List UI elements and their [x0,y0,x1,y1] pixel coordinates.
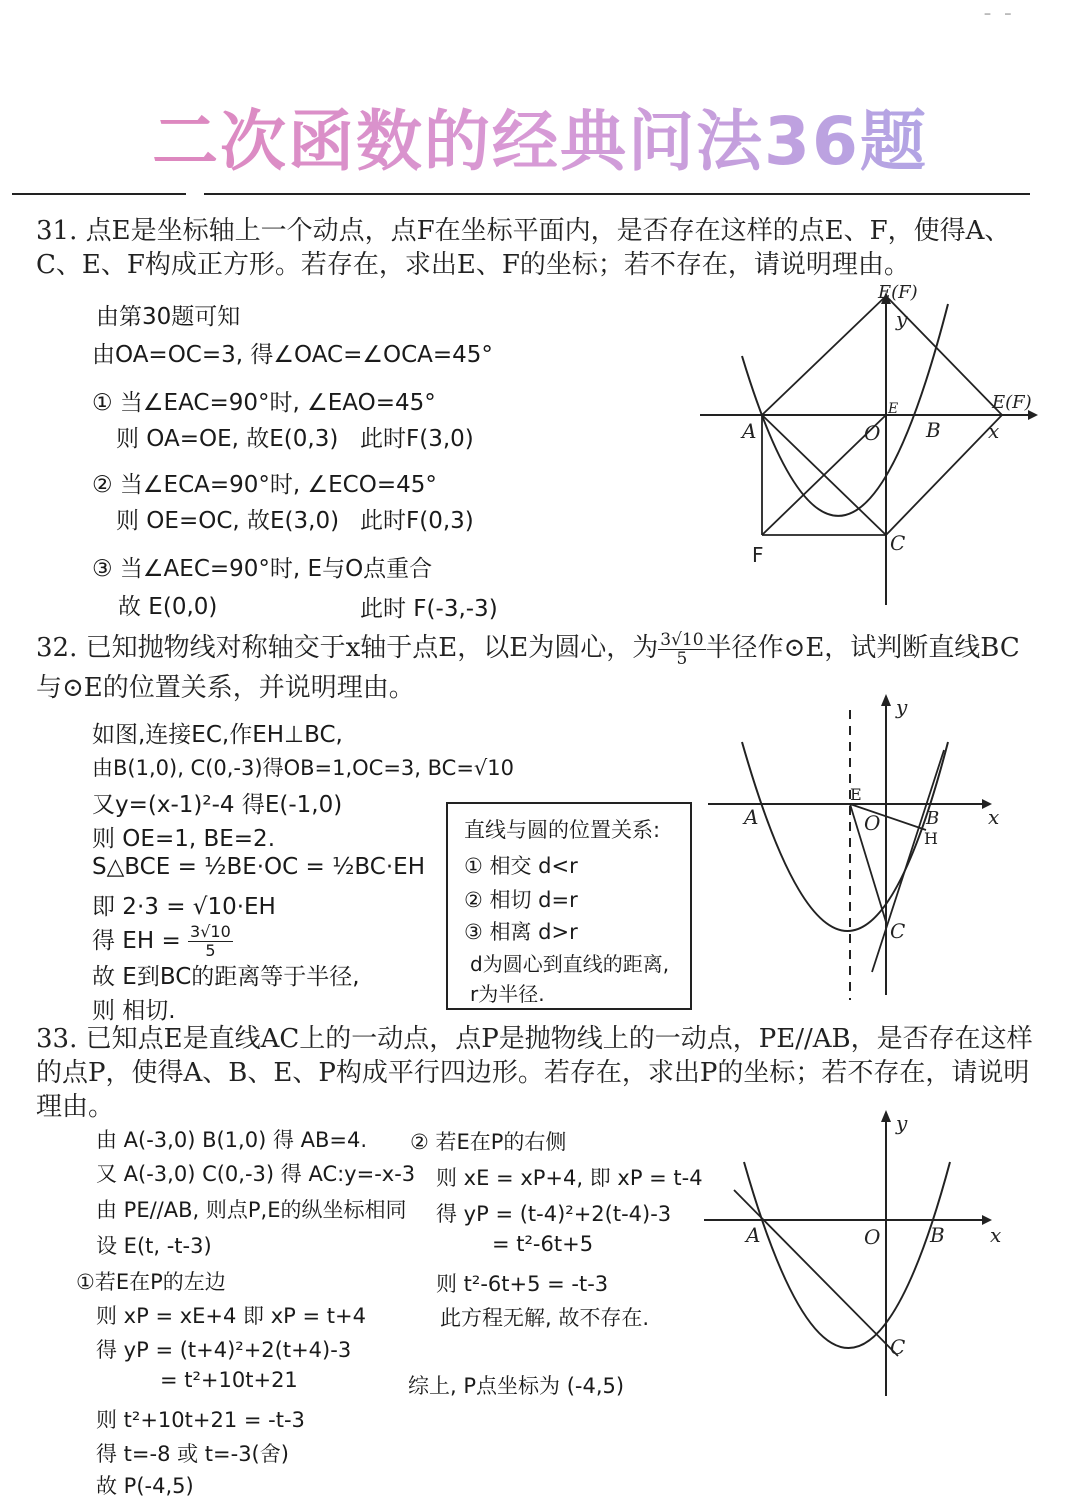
q32-line-9: 则 相切. [92,998,176,1024]
q31-label-o: O [864,421,881,445]
q32-box-line-2: ① 相交 d<r [464,854,578,878]
q32-label-e: E [850,785,862,804]
q32-label-x: x [988,805,1000,829]
q31-line-2: 由OA=OC=3, 得∠OAC=∠OCA=45° [92,342,493,368]
q31-seg-eright-c [886,415,1002,535]
q32-box-line-6: r为半径. [470,982,545,1006]
q33-right-5: 则 t²-6t+5 = -t-3 [436,1272,609,1296]
q33-label-a: A [746,1223,761,1247]
q31-figure [690,280,1040,615]
q31-label-b: B [926,418,941,442]
page-title: 二次函数的经典问法36题 [0,88,1080,183]
q31-label-e: E [888,401,899,417]
q31-line-6: ② 当∠ECA=90°时, ∠ECO=45° [92,472,437,498]
q32-line-2: 由B(1,0), C(0,-3)得OB=1,OC=3, BC=√10 [92,756,515,780]
q33-y-arrow [881,1110,891,1122]
q33-left-8: = t²+10t+21 [160,1368,298,1392]
q33-prompt: 33. 已知点E是直线AC上的一动点，点P是抛物线上的一动点，PE//AB，是否存在这样的点P，使得A、B、E、P构成平行四边形。若存在，求出P的坐标；若不存在，请说明理由。 [36,1024,1033,1122]
q32-parabola [742,742,948,931]
q33-right-2: 则 xE = xP+4, 即 xP = t-4 [436,1166,703,1190]
q33-left-7: 得 yP = (t+4)²+2(t+4)-3 [96,1338,352,1362]
q32-eh-label: 得 EH = [92,928,181,954]
q32-label-y: y [896,695,908,719]
q33-label-b: B [930,1223,945,1247]
q33-right-4: = t²-6t+5 [492,1232,594,1256]
q32-line-4: 则 OE=1, BE=2. [92,826,276,852]
corner-marks: – – [984,6,1012,22]
q31-line-4: 则 OA=OE, 故E(0,3) [116,426,339,452]
q32-box-line-3: ② 相切 d=r [464,888,578,912]
q32-eh-den: 5 [205,941,216,960]
q32-figure [700,690,1020,1010]
q33-left-4: 设 E(t, -t-3) [96,1234,212,1258]
q32-label-h: H [924,829,938,848]
q31-label-c: C [890,531,906,555]
q32-label-a: A [744,805,759,829]
q32-line-5: S△BCE = ½BE·OC = ½BC·EH [92,854,425,880]
divider-left [12,193,186,195]
q33-parabola [744,1162,950,1348]
q33-right-6: 此方程无解, 故不存在. [440,1306,650,1330]
q32-line-6: 即 2·3 = √10·EH [92,894,276,920]
q32-box-line-4: ③ 相离 d>r [464,920,578,944]
q33-right-7: 综上, P点坐标为 (-4,5) [408,1374,625,1398]
q31-line-5: 此时F(3,0) [360,426,474,452]
q33-label-o: O [864,1225,881,1249]
q31-line-9: ③ 当∠AEC=90°时, E与O点重合 [92,556,433,582]
q31-line-1: 由第30题可知 [96,304,241,330]
q33-left-5: ①若E在P的左边 [76,1270,226,1294]
q33-left-1: 由 A(-3,0) B(1,0) 得 AB=4. [96,1128,368,1152]
q31-label-f: F [752,543,764,567]
q33-label-c: C [890,1335,906,1359]
q32-line-3: 又y=(x-1)²-4 得E(-1,0) [92,792,343,818]
q31-line-8: 此时F(0,3) [360,508,474,534]
q32-label-c: C [890,919,906,943]
q31-line-10: 故 E(0,0) [118,594,218,620]
q31-label-x: x [988,419,1000,443]
q33-left-11: 故 P(-4,5) [96,1474,194,1498]
q32-label-o: O [864,811,881,835]
q31-prompt: 31. 点E是坐标轴上一个动点，点F在坐标平面内，是否存在这样的点E、F，使得A、C、E、F构成正方形。若存在，求出E、F的坐标；若不存在，请说明理由。 [36,216,1011,280]
q33-label-x: x [990,1223,1002,1247]
q33-left-2: 又 A(-3,0) C(0,-3) 得 AC:y=-x-3 [96,1162,416,1186]
q31-line-11: 此时 F(-3,-3) [360,596,498,622]
q32-box-line-1: 直线与圆的位置关系: [464,818,661,842]
q32-line-7 [92,922,233,960]
q32-prompt-a: 32. 已知抛物线对称轴交于x轴于点E，以E为圆心，为 [36,633,659,663]
q32-seg-eh [850,804,926,830]
q32-eh-num: 3√10 [190,922,231,941]
divider-right [204,193,1030,195]
q33-right-1: ② 若E在P的右侧 [410,1130,567,1154]
q33-left-6: 则 xP = xE+4 即 xP = t+4 [96,1304,366,1328]
q33-left-9: 则 t²+10t+21 = -t-3 [96,1408,305,1432]
q33-line-ac [734,1190,898,1356]
q31-line-3: ① 当∠EAC=90°时, ∠EAO=45° [92,390,436,416]
q32-line-1: 如图,连接EC,作EH⊥BC, [92,722,343,748]
q33-label-y: y [896,1111,908,1135]
q32-label-b: B [926,808,940,829]
q33-left-3: 由 PE//AB, 则点P,E的纵坐标相同 [96,1198,407,1222]
q32-frac-den: 5 [676,648,688,669]
q32-line-8: 故 E到BC的距离等于半径, [92,964,360,990]
q32-box-line-5: d为圆心到直线的距离, [470,952,670,976]
q31-label-ef-top: E(F) [878,282,918,303]
q32-radius-fraction [658,631,705,668]
q32-eh-fraction [188,923,233,960]
q31-label-ef-right: E(F) [992,392,1032,413]
q31-label-y: y [896,307,908,331]
q32-frac-num: 3√10 [660,629,704,650]
q31-line-7: 则 OE=OC, 故E(3,0) [116,508,340,534]
q33-figure [700,1104,1020,1404]
q31-label-a: A [742,419,757,443]
q32-line-bc [872,750,944,972]
q31-seg-a-etop [762,296,886,415]
q33-right-3: 得 yP = (t-4)²+2(t-4)-3 [436,1202,672,1226]
q33-left-10: 得 t=-8 或 t=-3(舍) [96,1442,289,1466]
q32-prompt-b: 半径作⊙E，试判断直线BC与⊙E的位置关系，并说明理由。 [36,633,1020,703]
q32-note-box [446,802,692,1010]
q32-y-arrow [881,694,891,706]
